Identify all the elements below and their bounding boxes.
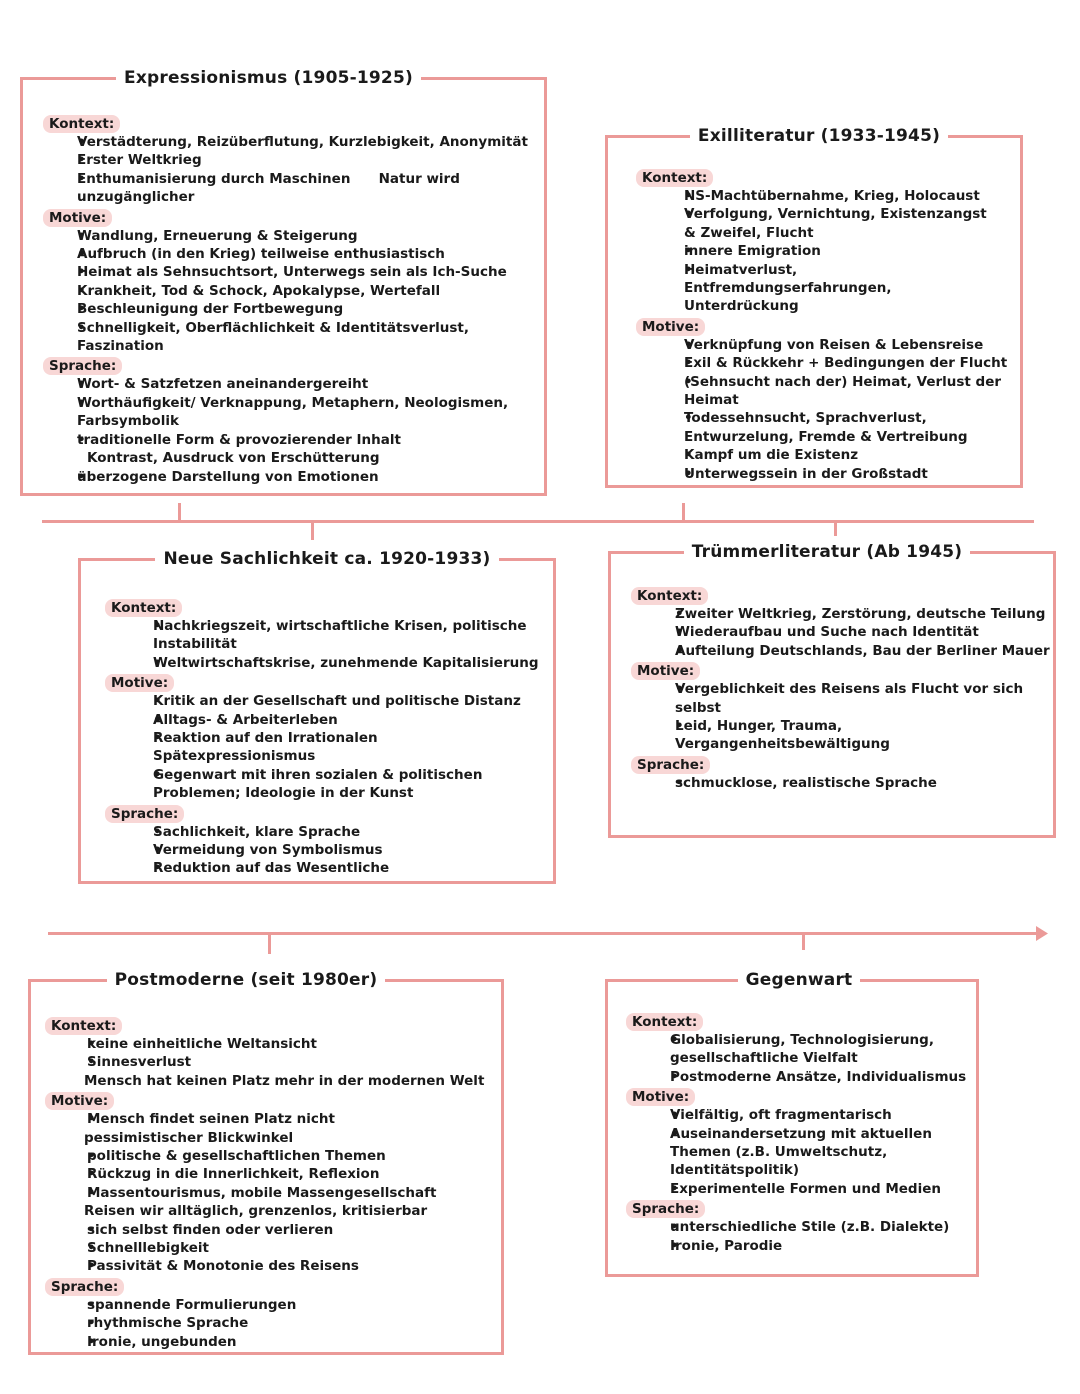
box-title — [0, 968, 501, 992]
list-item: Kontrast, Ausdruck von Erschütterung — [87, 450, 380, 467]
kontext-list — [49, 1035, 501, 1090]
section-label-sprache: Sprache: — [631, 756, 710, 774]
kontext-list — [47, 133, 544, 207]
list-item: • Sachlichkeit, klare Sprache — [109, 823, 553, 841]
list-item: • Rückzug in die Innerlichkeit, Reflexion — [49, 1165, 501, 1183]
section-label-sprache: Sprache: — [626, 1200, 705, 1218]
kontext-list — [630, 1031, 976, 1086]
list-item: • Worthäufigkeit/ Verknappung, Metaphern, Neologismen, — [47, 394, 544, 412]
list-item: • Wandlung, Erneuerung & Steigerung — [47, 227, 544, 245]
list-item: • Kritik an der Gesellschaft und politische Distanz — [109, 692, 553, 710]
motive-list — [635, 680, 1053, 754]
section-label-kontext: Kontext: — [636, 169, 713, 187]
list-item: Vergangenheitsbewältigung — [675, 736, 890, 753]
list-item: • Gegenwart mit ihren sozialen & politischen — [109, 766, 553, 784]
list-item: • Weltwirtschaftskrise, zunehmende Kapitalisierung — [109, 654, 553, 672]
list-item: • NS-Machtübernahme, Krieg, Holocaust — [640, 187, 1020, 205]
motive-list — [640, 336, 1020, 483]
list-item: • Heimatverlust, — [640, 261, 1020, 279]
list-item: Reisen wir alltäglich, grenzenlos, kritisierbar — [84, 1203, 428, 1220]
title-expressionismus: Expressionismus (1905-1925) — [116, 68, 421, 88]
list-item: • Reduktion auf das Wesentliche — [109, 859, 553, 877]
list-item: Identitätspolitik) — [670, 1162, 800, 1179]
list-item: • Auseinandersetzung mit aktuellen — [630, 1125, 976, 1143]
list-item: • rhythmische Sprache — [49, 1314, 501, 1332]
list-item: • Passivität & Monotonie des Reisens — [49, 1257, 501, 1275]
list-item: pessimistischer Blickwinkel — [84, 1129, 294, 1146]
box-title — [618, 124, 1020, 148]
title-truemmerliteratur: Trümmerliteratur (Ab 1945) — [684, 542, 971, 562]
list-item: • Wiederaufbau und Suche nach Identität — [635, 623, 1053, 641]
section-label-motive: Motive: — [105, 674, 174, 692]
motive-list — [47, 227, 544, 356]
timeline-line-lower — [48, 932, 1038, 935]
list-item: • Verstädterung, Reizüberflutung, Kurzlebigkeit, Anonymität — [47, 133, 544, 151]
list-item: • schmucklose, realistische Sprache — [635, 774, 1053, 792]
section-label-kontext: Kontext: — [626, 1013, 703, 1031]
list-item: • Sinnesverlust — [49, 1053, 501, 1071]
box-gegenwart — [605, 970, 979, 1277]
list-item: • Kampf um die Existenz — [640, 446, 1020, 464]
motive-list — [109, 692, 553, 802]
box-exilliteratur — [605, 126, 1023, 488]
section-label-motive: Motive: — [43, 209, 112, 227]
list-item: Unterdrückung — [684, 298, 799, 315]
section-label-sprache: Sprache: — [43, 357, 122, 375]
list-item: • Aufbruch (in den Krieg) teilweise enthusiastisch — [47, 245, 544, 263]
list-item: • Massentourismus, mobile Massengesellschaft — [49, 1184, 501, 1202]
section-label-kontext: Kontext: — [45, 1017, 122, 1035]
list-item: • Ironie, ungebunden — [49, 1333, 501, 1351]
list-item: Faszination — [77, 338, 164, 355]
timeline-tick — [178, 503, 181, 522]
list-item: • keine einheitliche Weltansicht — [49, 1035, 501, 1053]
list-item: • Experimentelle Formen und Medien — [630, 1180, 976, 1198]
list-item: • Enthumanisierung durch Maschinen Natur wird — [47, 170, 544, 188]
list-item: • sich selbst finden oder verlieren — [49, 1221, 501, 1239]
list-item: • Postmoderne Ansätze, Individualismus — [630, 1068, 976, 1086]
timeline-tick — [802, 932, 805, 950]
list-item: • Unterwegssein in der Großstadt — [640, 465, 1020, 483]
kontext-list — [109, 617, 553, 672]
title-postmoderne: Postmoderne (seit 1980er) — [107, 970, 386, 990]
list-item: Heimat — [684, 392, 739, 409]
kontext-list — [640, 187, 1020, 316]
list-item: • Zweiter Weltkrieg, Zerstörung, deutsche Teilung — [635, 605, 1053, 623]
section-label-kontext: Kontext: — [105, 599, 182, 617]
list-item: • Leid, Hunger, Trauma, — [635, 717, 1053, 735]
timeline-tick — [268, 932, 271, 954]
section-label-motive: Motive: — [636, 318, 705, 336]
list-item: Entwurzelung, Fremde & Vertreibung — [684, 428, 968, 445]
timeline-tick — [682, 503, 685, 522]
motive-list — [49, 1110, 501, 1276]
sprache-list — [49, 1296, 501, 1351]
list-item: • spannende Formulierungen — [49, 1296, 501, 1314]
title-exilliteratur: Exilliteratur (1933-1945) — [690, 126, 948, 146]
title-neue-sachlichkeit: Neue Sachlichkeit ca. 1920-1933) — [155, 549, 498, 569]
list-item: • unterschiedliche Stile (z.B. Dialekte) — [630, 1218, 976, 1236]
list-item: • (Sehnsucht nach der) Heimat, Verlust der — [640, 373, 1020, 391]
list-item: Farbsymbolik — [77, 413, 179, 430]
box-title — [101, 547, 553, 571]
box-expressionismus — [20, 68, 547, 496]
list-item: • Erster Weltkrieg — [47, 151, 544, 169]
list-item: Entfremdungserfahrungen, — [684, 280, 892, 297]
list-item: • Exil & Rückkehr + Bedingungen der Flucht — [640, 354, 1020, 372]
list-item: • Ironie, Parodie — [630, 1237, 976, 1255]
box-neue-sachlichkeit — [78, 549, 556, 884]
list-item: • Globalisierung, Technologisierung, — [630, 1031, 976, 1049]
timeline-tick — [834, 520, 837, 536]
list-item: • Wort- & Satzfetzen aneinandergereiht — [47, 375, 544, 393]
sprache-list — [635, 774, 1053, 792]
section-label-motive: Motive: — [45, 1092, 114, 1110]
list-item: Mensch hat keinen Platz mehr in der modernen Welt — [84, 1072, 485, 1089]
sprache-list — [109, 823, 553, 878]
list-item: • Schnelligkeit, Oberflächlichkeit & Identitätsverlust, — [47, 319, 544, 337]
kontext-list — [635, 605, 1053, 660]
list-item: Problemen; Ideologie in der Kunst — [153, 785, 414, 802]
list-item: • Vergeblichkeit des Reisens als Flucht vor sich — [635, 680, 1053, 698]
box-title — [622, 968, 976, 992]
list-item: • Aufteilung Deutschlands, Bau der Berliner Mauer — [635, 642, 1053, 660]
list-item: • Beschleunigung der Fortbewegung — [47, 300, 544, 318]
list-item: • Verknüpfung von Reisen & Lebensreise — [640, 336, 1020, 354]
box-postmoderne — [28, 970, 504, 1355]
list-item: & Zweifel, Flucht — [684, 224, 814, 241]
list-item: • Alltags- & Arbeiterleben — [109, 711, 553, 729]
section-label-sprache: Sprache: — [105, 805, 184, 823]
timeline-tick — [311, 520, 314, 540]
list-item: • Vermeidung von Symbolismus — [109, 841, 553, 859]
list-item: • Heimat als Sehnsuchtsort, Unterwegs sein als Ich-Suche — [47, 263, 544, 281]
box-title — [601, 540, 1053, 564]
section-label-motive: Motive: — [631, 662, 700, 680]
list-item: gesellschaftliche Vielfalt — [670, 1050, 858, 1067]
box-title — [0, 66, 544, 90]
list-item: • politische & gesellschaftlichen Themen — [49, 1147, 501, 1165]
sprache-list — [47, 375, 544, 485]
list-item: Instabilität — [153, 636, 237, 653]
list-item: • Schnelllebigkeit — [49, 1239, 501, 1257]
box-truemmerliteratur — [608, 542, 1056, 838]
section-label-sprache: Sprache: — [45, 1278, 124, 1296]
list-item: • Krankheit, Tod & Schock, Apokalypse, Wertefall — [47, 282, 544, 300]
section-label-kontext: Kontext: — [631, 587, 708, 605]
list-item: Spätexpressionismus — [153, 748, 316, 765]
title-gegenwart: Gegenwart — [738, 970, 861, 990]
list-item: • traditionelle Form & provozierender Inhalt — [47, 431, 544, 449]
timeline-line-upper — [42, 520, 1034, 523]
motive-list — [630, 1106, 976, 1198]
list-item: unzugänglicher — [77, 189, 195, 206]
list-item: • Mensch findet seinen Platz nicht — [49, 1110, 501, 1128]
sprache-list — [630, 1218, 976, 1255]
list-item: selbst — [675, 699, 721, 716]
list-item: • innere Emigration — [640, 242, 1020, 260]
list-item: • Nachkriegszeit, wirtschaftliche Krisen, politische — [109, 617, 553, 635]
section-label-motive: Motive: — [626, 1088, 695, 1106]
list-item: • Reaktion auf den Irrationalen — [109, 729, 553, 747]
list-item: • Vielfältig, oft fragmentarisch — [630, 1106, 976, 1124]
list-item: • Todessehnsucht, Sprachverlust, — [640, 409, 1020, 427]
list-item: • überzogene Darstellung von Emotionen — [47, 468, 544, 486]
list-item: Themen (z.B. Umweltschutz, — [670, 1144, 888, 1161]
list-item: • Verfolgung, Vernichtung, Existenzangst — [640, 205, 1020, 223]
section-label-kontext: Kontext: — [43, 115, 120, 133]
